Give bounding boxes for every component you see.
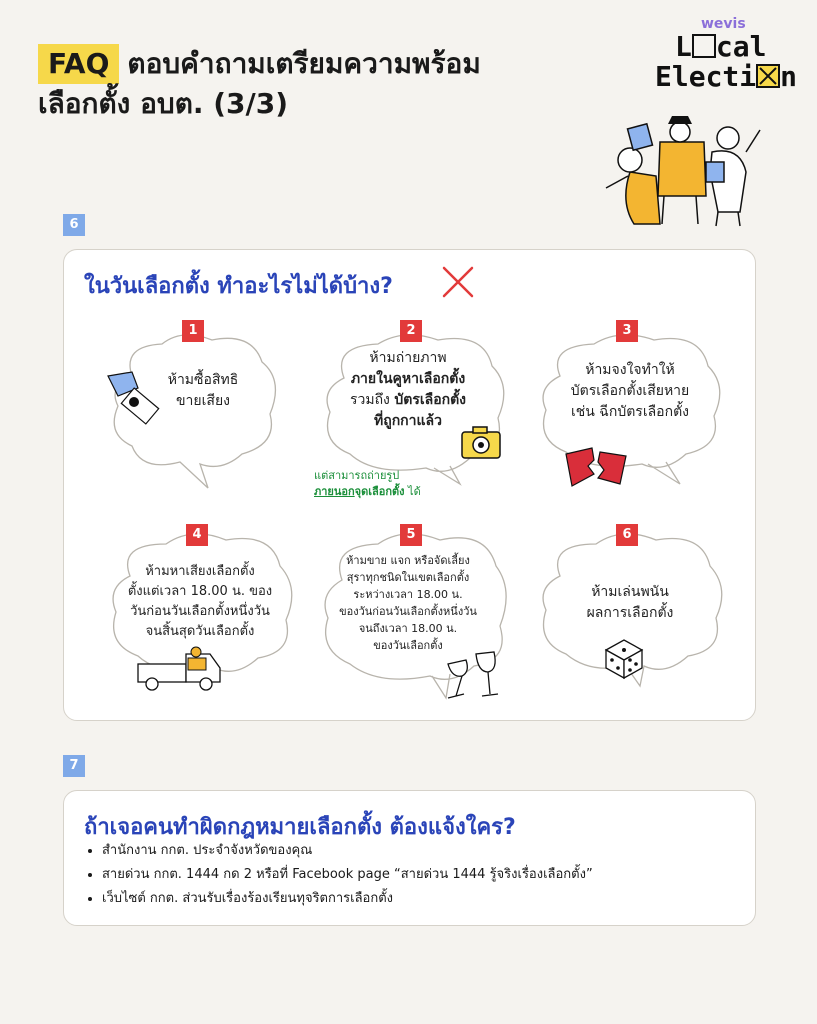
- people-illustration: [600, 112, 770, 230]
- rule-text-line: ห้ามขาย แจก หรือจัดเลี้ยง: [346, 554, 470, 567]
- rule-bubble-5: [314, 526, 514, 716]
- rule-text-line: ห้ามเล่นพนัน: [591, 584, 669, 600]
- ballot-x-icon: [756, 64, 780, 88]
- rule-text-line: ของวันเลือกตั้ง: [373, 639, 443, 652]
- rule-bubble-1: [102, 323, 282, 496]
- torn-ballot-icon: [564, 446, 628, 490]
- rule-number: 6: [616, 524, 638, 546]
- section-6-title: ในวันเลือกตั้ง ทำอะไรไม่ได้บ้าง?: [84, 274, 393, 299]
- section-number-6: 6: [63, 214, 85, 236]
- rule-text-line: ระหว่างเวลา 18.00 น.: [353, 588, 463, 601]
- rule-text-bold: บัตรเลือกตั้ง: [394, 392, 467, 408]
- section-6-card: [63, 249, 756, 721]
- rule-text-bold: ภายในคูหาเลือกตั้ง: [350, 371, 466, 387]
- rule-text-line: ห้ามหาเสียงเลือกตั้ง: [145, 564, 255, 579]
- list-item: • สายด่วน กกต. 1444 กด 2 หรือที่ Facebook page “สายด่วน 1444 รู้จริงเรื่องเลือกตั้ง”: [102, 863, 593, 887]
- rule-text-line: บัตรเลือกตั้งเสียหาย: [570, 383, 690, 399]
- logo-text-1a: L: [675, 30, 692, 63]
- rule-number: 2: [400, 320, 422, 342]
- rule-text-line: รวมถึง: [349, 392, 395, 408]
- rule-text-line: ของวันก่อนวันเลือกตั้งหนึ่งวัน: [339, 605, 477, 618]
- rule-text-bold: ที่ถูกกาแล้ว: [374, 413, 442, 429]
- logo-text-2: Electi: [655, 60, 757, 93]
- rule-number: 1: [182, 320, 204, 342]
- photo-note-bold: ภายนอก: [314, 485, 355, 498]
- rule-text-line: ห้ามถ่ายภาพ: [369, 350, 447, 366]
- list-item: • เว็บไซต์ กกต. ส่วนรับเรื่องร้องเรียนทุจริตการเลือกตั้ง: [102, 887, 593, 911]
- page-title: [38, 44, 481, 124]
- title-line-1: ตอบคำถามเตรียมความพร้อม: [127, 47, 481, 80]
- rule-text-line: ห้ามซื้อสิทธิ: [167, 372, 239, 388]
- money-hand-icon: [104, 370, 162, 434]
- rule-number: 4: [186, 524, 208, 546]
- faq-badge: FAQ: [38, 44, 119, 84]
- rule-text-line: ห้ามจงใจทำให้: [585, 362, 675, 378]
- rule-text-line: ขายเสียง: [175, 393, 230, 409]
- rule-number: 5: [400, 524, 422, 546]
- rule-number: 3: [616, 320, 638, 342]
- red-x-icon: [440, 264, 476, 300]
- rule-bubble-2: [314, 323, 514, 506]
- wevis-brand: wevis: [701, 16, 746, 32]
- photo-note-text: ได้: [404, 485, 421, 498]
- local-election-logo: [655, 16, 805, 92]
- report-list: [84, 839, 593, 911]
- photo-note-bold: จุดเลือกตั้ง: [354, 485, 405, 498]
- list-item: • สำนักงาน กกต. ประจำจังหวัดของคุณ: [102, 839, 593, 863]
- section-7-card: [63, 790, 756, 926]
- rule-text-line: จนสิ้นสุดวันเลือกตั้ง: [145, 624, 255, 639]
- camera-icon: [460, 424, 502, 460]
- ballot-box-icon: [692, 34, 716, 58]
- rule-text-line: ตั้งแต่เวลา 18.00 น. ของ: [127, 584, 273, 599]
- rule-bubble-6: [530, 526, 730, 696]
- logo-text-1b: cal: [715, 30, 767, 63]
- campaign-truck-icon: [136, 644, 226, 694]
- dice-icon: [602, 636, 646, 680]
- rule-text-line: สุราทุกชนิดในเขตเลือกตั้ง: [346, 571, 470, 584]
- rule-text-line: วันก่อนวันเลือกตั้งหนึ่งวัน: [130, 604, 270, 619]
- rule-text-line: ผลการเลือกตั้ง: [586, 605, 674, 621]
- section-number-7: 7: [63, 755, 85, 777]
- section-7-title: ถ้าเจอคนทำผิดกฎหมายเลือกตั้ง ต้องแจ้งใคร?: [84, 815, 516, 840]
- rule-bubble-4: [100, 526, 300, 706]
- logo-text-2b: n: [780, 60, 798, 93]
- title-line-2: เลือกตั้ง อบต. (3/3): [38, 87, 289, 120]
- wine-glasses-icon: [442, 644, 504, 702]
- rule-text-line: จนถึงเวลา 18.00 น.: [358, 622, 458, 635]
- rule-bubble-3: [530, 323, 730, 496]
- photo-allowed-note: แต่สามารถถ่ายรูป: [314, 469, 400, 482]
- rule-text-line: เช่น ฉีกบัตรเลือกตั้ง: [571, 404, 689, 420]
